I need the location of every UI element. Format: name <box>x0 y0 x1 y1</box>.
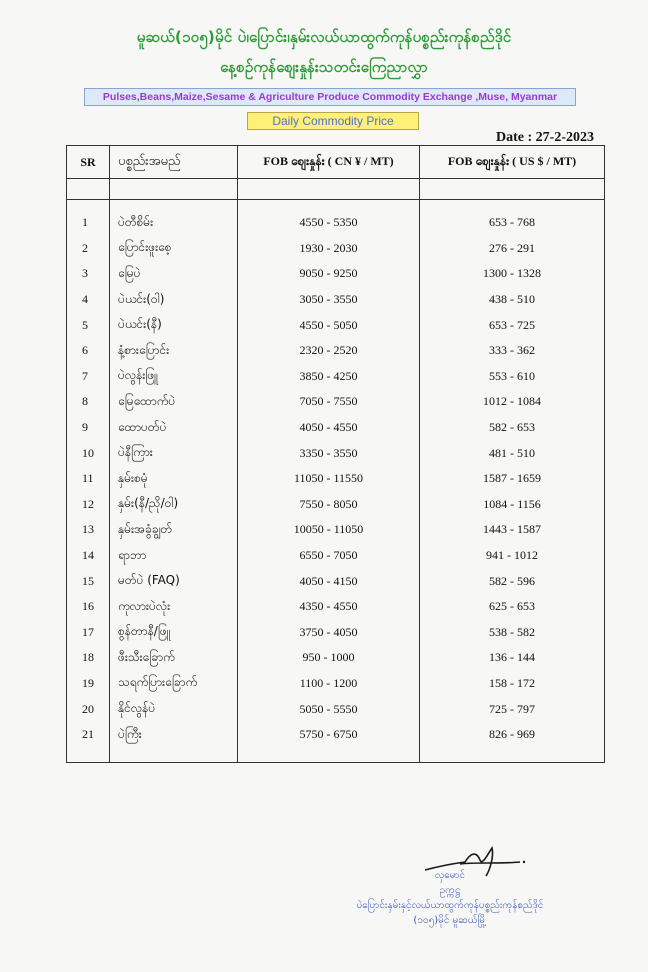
row-fob-cn: 4550 - 5050 <box>238 312 420 338</box>
row-commodity-name: ပဲတီစိမ်း <box>110 210 238 236</box>
signatory-org: ပဲပြောင်းနှမ်းနှင့်လယ်ယာထွက်ကုန်ပစ္စည်းကုန်စည်ဒိုင် <box>356 900 544 911</box>
row-fob-us: 653 - 725 <box>420 312 605 338</box>
row-fob-us: 941 - 1012 <box>420 543 605 569</box>
signatory-name: လှမောင် <box>434 870 466 881</box>
row-fob-cn: 7050 - 7550 <box>238 389 420 415</box>
table-row <box>67 389 605 415</box>
table-row <box>67 338 605 364</box>
table-row <box>67 312 605 338</box>
row-sr: 14 <box>67 543 110 569</box>
row-sr: 9 <box>67 415 110 441</box>
row-fob-us: 438 - 510 <box>420 287 605 313</box>
row-sr: 5 <box>67 312 110 338</box>
row-sr: 12 <box>67 492 110 518</box>
table-spacer-row <box>67 200 605 211</box>
table-row <box>67 210 605 236</box>
row-fob-cn: 4050 - 4150 <box>238 568 420 594</box>
row-fob-us: 1443 - 1587 <box>420 517 605 543</box>
row-sr: 16 <box>67 594 110 620</box>
row-fob-cn: 5050 - 5550 <box>238 696 420 722</box>
row-commodity-name: မြေပဲ <box>110 261 238 287</box>
row-fob-us: 725 - 797 <box>420 696 605 722</box>
row-sr: 6 <box>67 338 110 364</box>
header-fob-us: FOB စျေးနှုန်း ( US $ / MT) <box>420 146 605 179</box>
row-fob-cn: 4550 - 5350 <box>238 210 420 236</box>
row-fob-us: 276 - 291 <box>420 236 605 262</box>
row-commodity-name: ပဲယင်း(နီ) <box>110 312 238 338</box>
row-sr: 19 <box>67 671 110 697</box>
signatory-role: ဥက္ကဋ္ဌ <box>439 885 461 896</box>
table-row <box>67 722 605 748</box>
row-commodity-name: ပဲယင်း(ဝါ) <box>110 287 238 313</box>
row-commodity-name: နှမ်းအခွံချွတ် <box>110 517 238 543</box>
row-sr: 20 <box>67 696 110 722</box>
row-commodity-name: သရက်ပြားခြောက် <box>110 671 238 697</box>
daily-price-banner: Daily Commodity Price <box>247 112 419 130</box>
row-sr: 13 <box>67 517 110 543</box>
header-name: ပစ္စည်းအမည် <box>110 146 238 179</box>
row-commodity-name: ပြောင်းဖူးစေ့ <box>110 236 238 262</box>
table-header-row <box>67 146 605 179</box>
table-row <box>67 696 605 722</box>
table-row <box>67 492 605 518</box>
row-commodity-name: နံ့စားပြောင်း <box>110 338 238 364</box>
row-fob-us: 582 - 596 <box>420 568 605 594</box>
row-fob-cn: 3750 - 4050 <box>238 620 420 646</box>
row-fob-us: 1084 - 1156 <box>420 492 605 518</box>
row-commodity-name: ပဲကြီး <box>110 722 238 748</box>
row-fob-cn: 1100 - 1200 <box>238 671 420 697</box>
date-label: Date : 27-2-2023 <box>496 130 594 145</box>
row-fob-cn: 3050 - 3550 <box>238 287 420 313</box>
row-commodity-name: နှမ်း(နီ/ညို/ဝါ) <box>110 492 238 518</box>
row-commodity-name: မတ်ပဲ (FAQ) <box>110 568 238 594</box>
row-fob-us: 538 - 582 <box>420 620 605 646</box>
row-commodity-name: ပဲလွန်းဖြူ <box>110 364 238 390</box>
table-row <box>67 517 605 543</box>
table-end-row <box>67 747 605 763</box>
row-fob-cn: 7550 - 8050 <box>238 492 420 518</box>
row-sr: 1 <box>67 210 110 236</box>
row-commodity-name: မြေထောက်ပဲ <box>110 389 238 415</box>
row-fob-us: 333 - 362 <box>420 338 605 364</box>
table-row <box>67 440 605 466</box>
row-sr: 10 <box>67 440 110 466</box>
row-fob-cn: 1930 - 2030 <box>238 236 420 262</box>
table-row <box>67 671 605 697</box>
row-fob-cn: 3350 - 3550 <box>238 440 420 466</box>
header-sr: SR <box>67 146 110 179</box>
row-fob-us: 553 - 610 <box>420 364 605 390</box>
row-fob-cn: 4350 - 4550 <box>238 594 420 620</box>
table-row <box>67 543 605 569</box>
row-sr: 8 <box>67 389 110 415</box>
signatory-place: (၁၀၅)မိုင် မူဆယ်မြို့ <box>413 915 487 926</box>
table-row <box>67 568 605 594</box>
table-row <box>67 415 605 441</box>
row-fob-cn: 2320 - 2520 <box>238 338 420 364</box>
commodity-price-table <box>66 145 605 763</box>
table-row <box>67 261 605 287</box>
row-fob-us: 136 - 144 <box>420 645 605 671</box>
row-commodity-name: ထောပတ်ပဲ <box>110 415 238 441</box>
row-sr: 4 <box>67 287 110 313</box>
row-commodity-name: ဖီးသီးခြောက် <box>110 645 238 671</box>
header-fob-cn: FOB စျေးနှုန်း ( CN ¥ / MT) <box>238 146 420 179</box>
row-sr: 15 <box>67 568 110 594</box>
table-row <box>67 287 605 313</box>
table-row <box>67 645 605 671</box>
table-row <box>67 594 605 620</box>
row-sr: 7 <box>67 364 110 390</box>
row-commodity-name: ကုလားပဲလုံး <box>110 594 238 620</box>
row-fob-us: 826 - 969 <box>420 722 605 748</box>
table-row <box>67 236 605 262</box>
row-fob-cn: 10050 - 11050 <box>238 517 420 543</box>
exchange-subtitle: Pulses,Beans,Maize,Sesame & Agriculture Produce Commodity Exchange ,Muse, Myanmar <box>84 88 576 106</box>
row-commodity-name: နိုင်လွန်ပဲ <box>110 696 238 722</box>
row-fob-us: 625 - 653 <box>420 594 605 620</box>
row-sr: 21 <box>67 722 110 748</box>
row-fob-cn: 950 - 1000 <box>238 645 420 671</box>
row-fob-cn: 3850 - 4250 <box>238 364 420 390</box>
row-commodity-name: ရာဘာ <box>110 543 238 569</box>
row-fob-us: 582 - 653 <box>420 415 605 441</box>
signature-block <box>300 868 600 928</box>
table-row <box>67 620 605 646</box>
row-fob-us: 158 - 172 <box>420 671 605 697</box>
row-commodity-name: စွန်တာနီ/ဖြူ <box>110 620 238 646</box>
table-row <box>67 466 605 492</box>
row-fob-cn: 9050 - 9250 <box>238 261 420 287</box>
row-fob-us: 1300 - 1328 <box>420 261 605 287</box>
row-fob-cn: 6550 - 7050 <box>238 543 420 569</box>
row-fob-cn: 11050 - 11550 <box>238 466 420 492</box>
table-spacer-row <box>67 179 605 200</box>
row-sr: 17 <box>67 620 110 646</box>
page-title-line-2: နေ့စဉ်ကုန်စျေးနှုန်းသတင်းကြေညာလွှာ <box>220 58 428 76</box>
row-fob-us: 1012 - 1084 <box>420 389 605 415</box>
row-sr: 11 <box>67 466 110 492</box>
row-sr: 3 <box>67 261 110 287</box>
row-sr: 18 <box>67 645 110 671</box>
page-title-line-1: မူဆယ်(၁၀၅)မိုင် ပဲ၊ပြောင်း၊နှမ်းလယ်ယာထွက်ကုန်ပစ္စည်းကုန်စည်ဒိုင် <box>136 28 512 46</box>
row-fob-cn: 5750 - 6750 <box>238 722 420 748</box>
row-sr: 2 <box>67 236 110 262</box>
row-commodity-name: နှမ်းစမုံ <box>110 466 238 492</box>
row-fob-us: 481 - 510 <box>420 440 605 466</box>
row-commodity-name: ပဲနီကြား <box>110 440 238 466</box>
table-row <box>67 364 605 390</box>
row-fob-cn: 4050 - 4550 <box>238 415 420 441</box>
row-fob-us: 653 - 768 <box>420 210 605 236</box>
row-fob-us: 1587 - 1659 <box>420 466 605 492</box>
